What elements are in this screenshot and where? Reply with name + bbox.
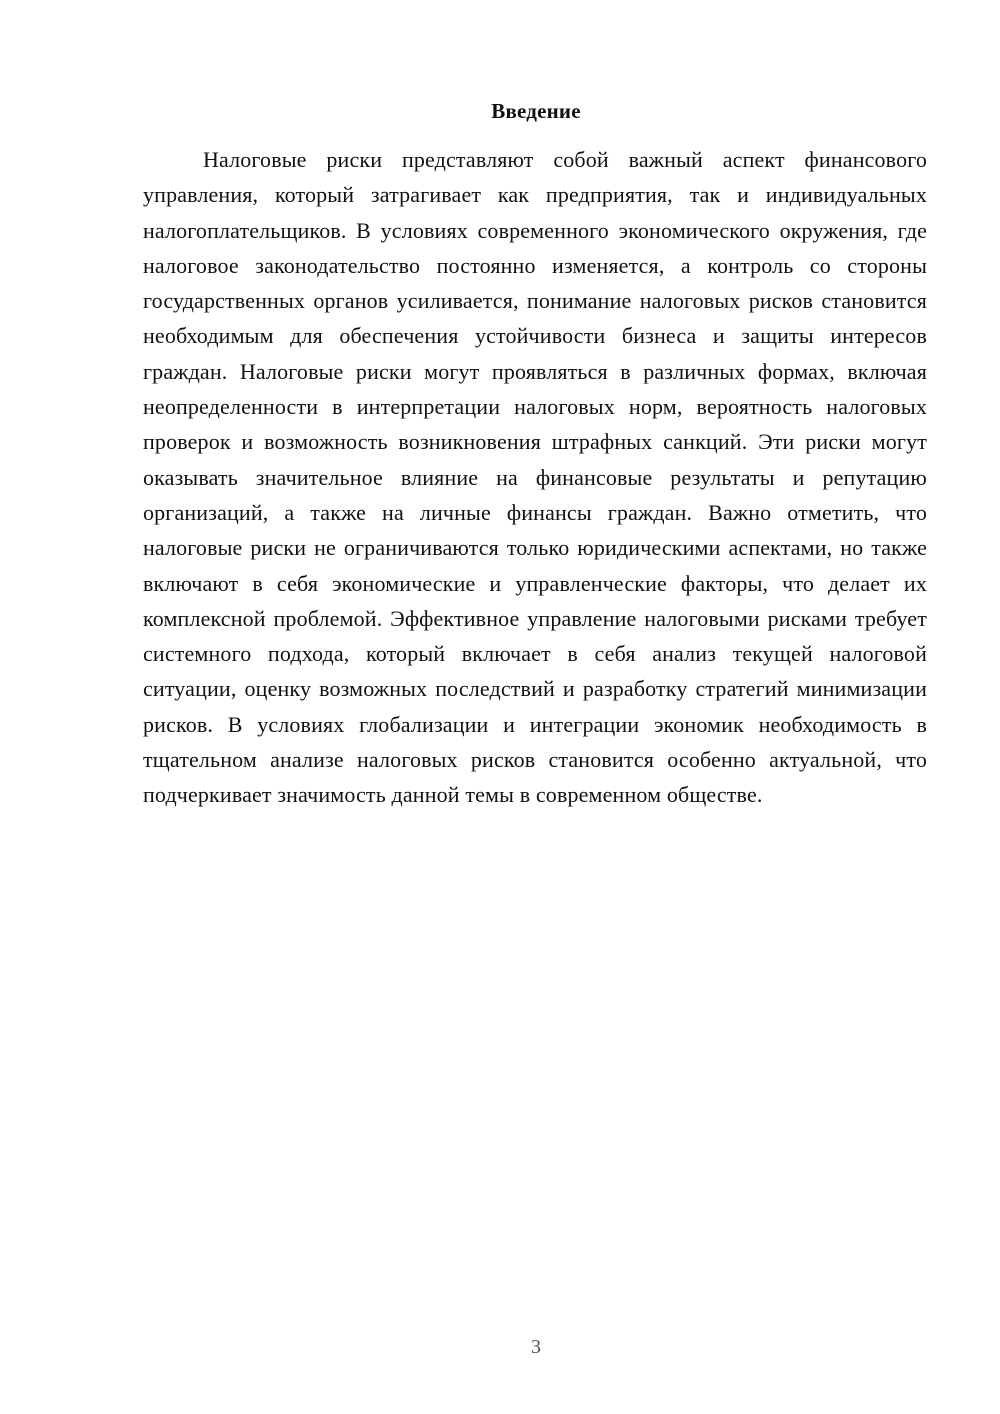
section-heading: Введение	[491, 99, 581, 123]
page-number: 3	[531, 1336, 541, 1358]
body-paragraph: Налоговые риски представляют собой важный аспект финансового управления, который затрагивает как предприятия, так и индивидуальных налогоплательщиков. В условиях современного экономического окружения, где налоговое законодательство постоянно изменяется, а контроль со стороны государственных органов усиливается, понимание налоговых рисков становится необходимым для обеспечения устойчивости бизнеса и защиты интересов граждан. Налоговые риски могут проявляться в различных формах, включая неопределенности в интерпретации налоговых норм, вероятность налоговых проверок и возможность возникновения штрафных санкций. Эти риски могут оказывать значительное влияние на финансовые результаты и репутацию организаций, а также на личные финансы граждан. Важно отметить, что налоговые риски не ограничиваются только юридическими аспектами, но также включают в себя экономические и управленческие факторы, что делает их комплексной проблемой. Эффективное управление налоговыми рисками требует системного подхода, который включает в себя анализ текущей налоговой ситуации, оценку возможных последствий и разработку стратегий минимизации рисков. В условиях глобализации и интеграции экономик необходимость в тщательном анализе налоговых рисков становится особенно актуальной, что подчеркивает значимость данной темы в современном обществе.	[143, 147, 927, 808]
